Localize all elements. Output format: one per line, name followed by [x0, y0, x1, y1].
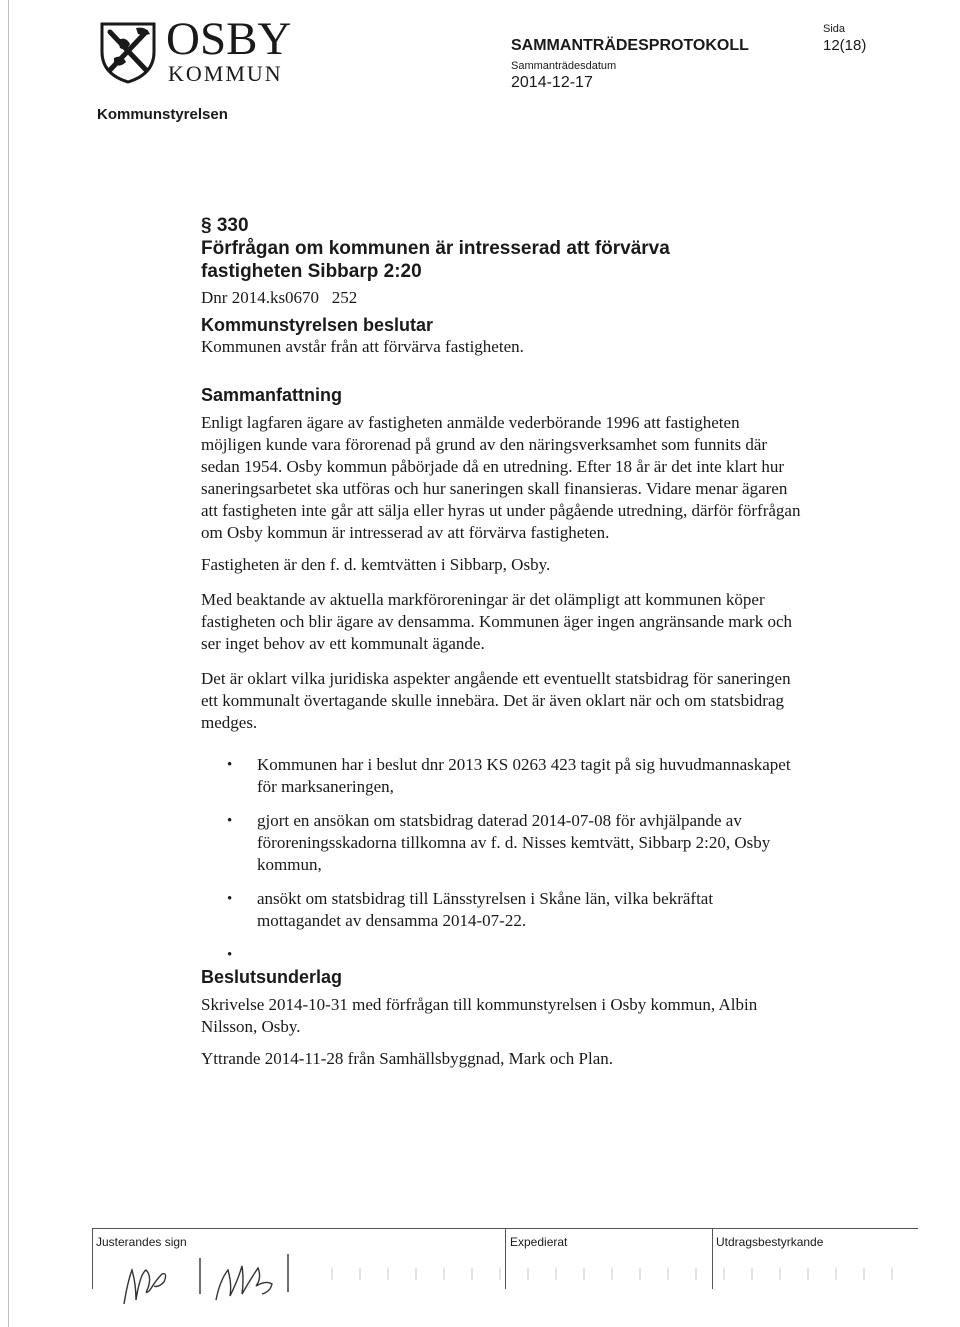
organization-unit: Kommunstyrelsen — [97, 106, 228, 123]
meeting-date-label: Sammanträdesdatum — [511, 60, 617, 72]
document-title: SAMMANTRÄDESPROTOKOLL — [511, 37, 749, 54]
decision-text: Kommunen avstår från att förvärva fastigheten. — [201, 337, 524, 356]
brand-name: OSBY — [166, 13, 292, 65]
meeting-date: 2014-12-17 — [511, 74, 593, 91]
basis-heading: Beslutsunderlag — [201, 967, 343, 987]
summary-heading: Sammanfattning — [201, 385, 343, 405]
bullet-list — [201, 754, 801, 966]
list-item-text: Kommunen har i beslut dnr 2013 KS 0263 423 tagit på sig huvudmannaskapet för marksaneringen, — [257, 755, 791, 796]
list-item-text: gjort en ansökan om statsbidrag daterad 2014-07-08 för avhjälpande av föroreningsskadorna tillkomna av f. d. Nisses kemtvätt, Sibbarp 2:20, Osby kommun, — [257, 811, 771, 874]
bullet-marker: • — [227, 947, 233, 963]
handwritten-initials-2 — [200, 1254, 288, 1300]
decision-heading: Kommunstyrelsen beslutar — [201, 315, 434, 335]
footer-tick-marks — [332, 1268, 892, 1280]
expedierat-label: Expedierat — [510, 1235, 568, 1249]
basis-item-1: Skrivelse 2014-10-31 med förfrågan till kommunstyrelsen i Osby kommun, Albin Nilsson, Osby. — [201, 995, 758, 1036]
bullet-marker: • — [227, 813, 233, 829]
list-item-text: ansökt om statsbidrag till Länsstyrelsen i Skåne län, vilka bekräftat mottagandet av densamma 2014-07-22. — [257, 889, 714, 930]
handwritten-initials-1 — [124, 1270, 166, 1304]
bullet-marker: • — [227, 891, 233, 907]
page-label: Sida — [823, 23, 846, 35]
list-item — [201, 810, 801, 876]
brand-subtitle: KOMMUN — [168, 61, 283, 86]
summary-paragraph-2: Fastigheten är den f. d. kemtvätten i Sibbarp, Osby. — [201, 555, 551, 574]
case-number: Dnr 2014.ks0670 252 — [201, 288, 358, 307]
section-title-line-2: fastigheten Sibbarp 2:20 — [201, 261, 422, 282]
page-margin-rule — [8, 0, 9, 1327]
basis-item-2: Yttrande 2014-11-28 från Samhällsbyggnad, Mark och Plan. — [201, 1049, 614, 1068]
protocol-content — [201, 214, 801, 1070]
section-number — [201, 214, 801, 237]
extract-certification-label: Utdragsbestyrkande — [716, 1235, 824, 1249]
list-item — [201, 754, 801, 798]
summary-paragraph-4: Det är oklart vilka juridiska aspekter angående ett eventuellt statsbidrag för saneringen ett kommunalt övertagande skulle innebära. Det är även oklart när och om statsbidrag medges. — [201, 669, 791, 732]
section-number-value: 330 — [216, 215, 249, 236]
justerandes-sign-label: Justerandes sign — [96, 1235, 187, 1249]
section-title-line-1: Förfrågan om kommunen är intresserad att förvärva — [201, 238, 670, 259]
bullet-marker: • — [227, 757, 233, 773]
empty-list-item — [201, 944, 801, 966]
osby-coat-of-arms-icon — [96, 18, 160, 84]
signature-area — [92, 1240, 922, 1310]
summary-paragraph-3: Med beaktande av aktuella markföroreningar är det olämpligt att kommunen köper fastigheten och blir ägare av densamma. Kommunen äger ingen angränsande mark och ser inget behov av ett kommunalt ägande. — [201, 590, 792, 653]
summary-paragraph-1: Enligt lagfaren ägare av fastigheten anmälde vederbörande 1996 att fastigheten möjligen kunde vara förorenad på grund av den näringsverksamhet som funnits där sedan 1954. Osby kommun påbörjade då en utredning. Efter 18 år är det inte klart hur saneringsarbetet ska utföras och hur saneringen skall finansieras. Vidare menar ägaren att fastigheten inte går att sälja eller hyras ut under pågående utredning, därför förfrågan om Osby kommun är intresserad av att förvärva fastigheten. — [201, 413, 801, 542]
list-item — [201, 888, 801, 932]
paragraph-symbol: § — [201, 215, 212, 236]
page-number: 12(18) — [823, 37, 867, 54]
